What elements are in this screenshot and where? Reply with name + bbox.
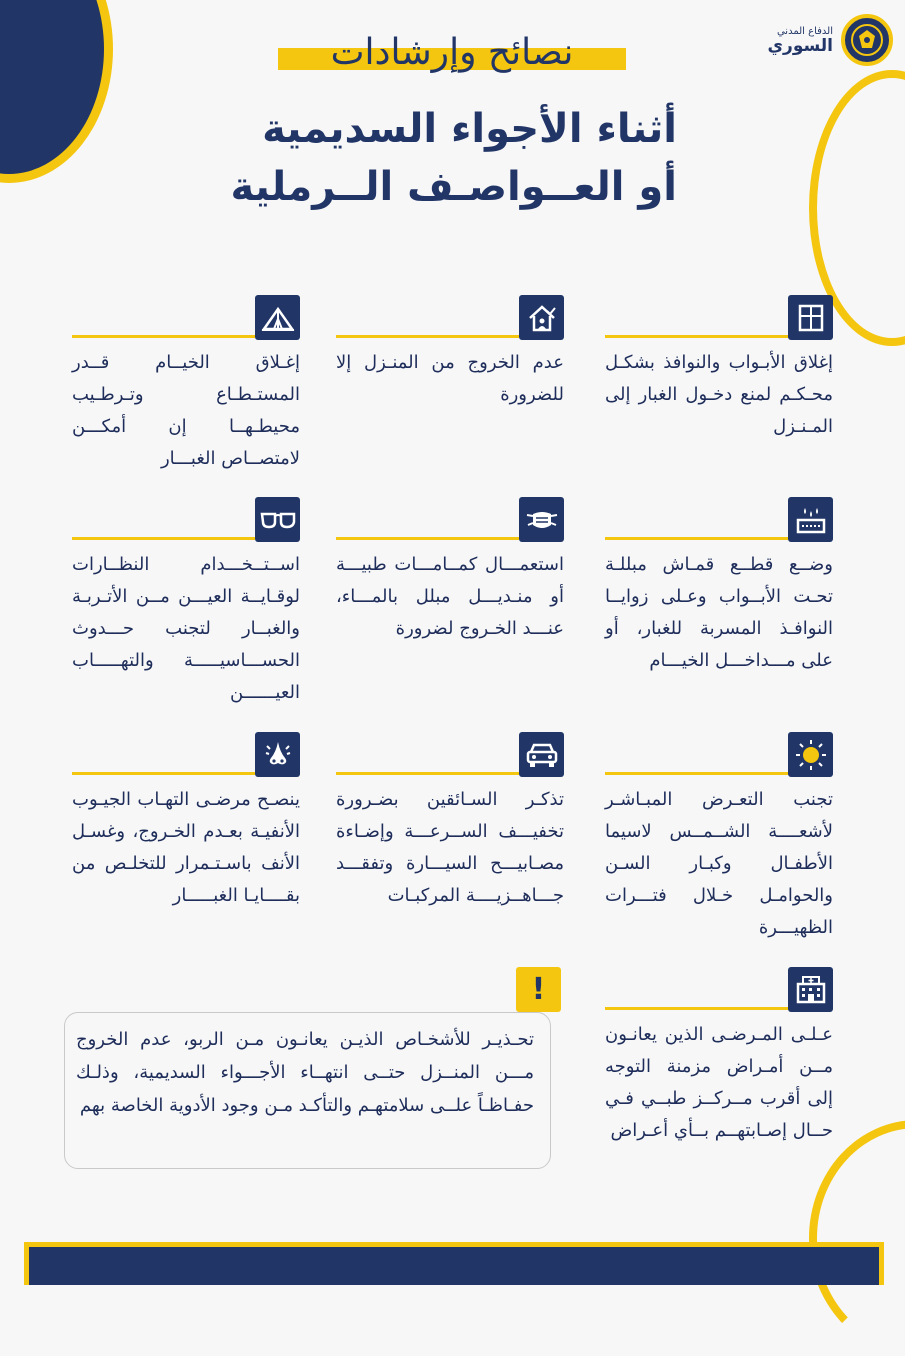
tip-rule (72, 537, 255, 540)
logo-badge-icon (841, 14, 893, 66)
home-check-icon (519, 295, 564, 340)
tip-rule (605, 1007, 788, 1010)
window-icon (788, 295, 833, 340)
asthma-warning-box (64, 1012, 551, 1169)
title-line-1: أثناء الأجواء السديمية (262, 106, 677, 152)
civil-defense-logo (767, 14, 893, 66)
logo-text (767, 26, 833, 55)
glasses-icon (255, 497, 300, 542)
mask-icon (519, 497, 564, 542)
page-title (217, 100, 677, 216)
page-subtitle: نصائح وإرشادات (330, 32, 574, 73)
arc-decoration-bottom-right (809, 1120, 905, 1356)
footer-bar (24, 1242, 884, 1285)
tip-text: وضــع قطــع قمـاش مبللـة تحـت الأبــواب وعـلى زوايــا النوافـذ المسربة للغبار، أو على مـــداخـــل الخيـــام (605, 554, 833, 671)
tip-text: ينصـح مرضـى التهـاب الجيـوب الأنفيـة بعـدم الخـروج، وغسـل الأنف باسـتـمرار للتخلـص من بقــــايـا الغبـــــار (72, 789, 300, 906)
tip-text: عـلـى المـرضـى الذين يعانـون مــن أمـراض مزمنة التوجه إلى أقرب مــركــز طبــي فـي حــال إصـابتهــم بــأي أعـراض (605, 1024, 833, 1141)
exclamation-icon: ! (516, 967, 561, 1012)
car-icon (519, 732, 564, 777)
tip-rule (605, 772, 788, 775)
logo-big-text: السوري (767, 35, 833, 56)
tip-rule (72, 772, 255, 775)
tip-text: اســتــخـــدام النظــارات لوقـايــة العيـــن مــن الأتـربـة والغبــار لتجنب حـــدوث الحســـاسيـــــة والتهـــــاب العيــــــن (72, 554, 300, 703)
sun-icon (788, 732, 833, 777)
tip-rule (605, 537, 788, 540)
tip-text: تجنب التعـرض المبـاشـر لأشعــــة الشــمــس لاسيما الأطفـال وكبـار السـن والحوامـل خـلال فتـــرات الظهيـــرة (605, 789, 833, 938)
tip-text: استعمـــال كمــامـــات طبيـــة أو منـديـــل مبلل بالمـــاء، عنـــد الخـروج لضرورة (336, 554, 564, 639)
warning-text: تحـذيـر للأشخـاص الذيـن يعانـون مـن الربو، عدم الخروج مـــن المنــزل حتــى انتهــاء الأجـــواء السديمية، وذلـك حفـاظـاً علــى سلامتهـم والتأكـد مـن وجود الأدوية الخاصة بهم (76, 1029, 534, 1116)
tip-rule (336, 335, 519, 338)
wet-cloth-icon (788, 497, 833, 542)
tip-text: إغـلاق الخيــام قــدر المستـطـاع وتـرطـيب محيطـهــا إن أمكـــن لامتصــاص الغبـــار (72, 352, 300, 469)
corner-decoration-top-left (0, 0, 113, 183)
tip-rule (336, 772, 519, 775)
tip-text: عدم الخروج من المنـزل إلا للضرورة (336, 352, 564, 405)
tip-rule (336, 537, 519, 540)
hospital-icon (788, 967, 833, 1012)
tip-text: إغلاق الأبـواب والنوافذ بشكـل محـكـم لمنع دخـول الغبار إلى المـنـزل (605, 352, 833, 437)
logo-small-text: الدفاع المدني (776, 25, 833, 37)
title-line-2: أو العــواصـف الــرملية (230, 164, 677, 210)
tent-icon (255, 295, 300, 340)
tip-text: تذكـر السـائقين بضـرورة تخفيـــف الســرعـــة وإضـاءة مصـابيـــح السيـــارة وتفقـــد جـــاهــزيــــة المركبـات (336, 789, 564, 906)
nose-icon (255, 732, 300, 777)
tip-rule (605, 335, 788, 338)
tip-rule (72, 335, 255, 338)
